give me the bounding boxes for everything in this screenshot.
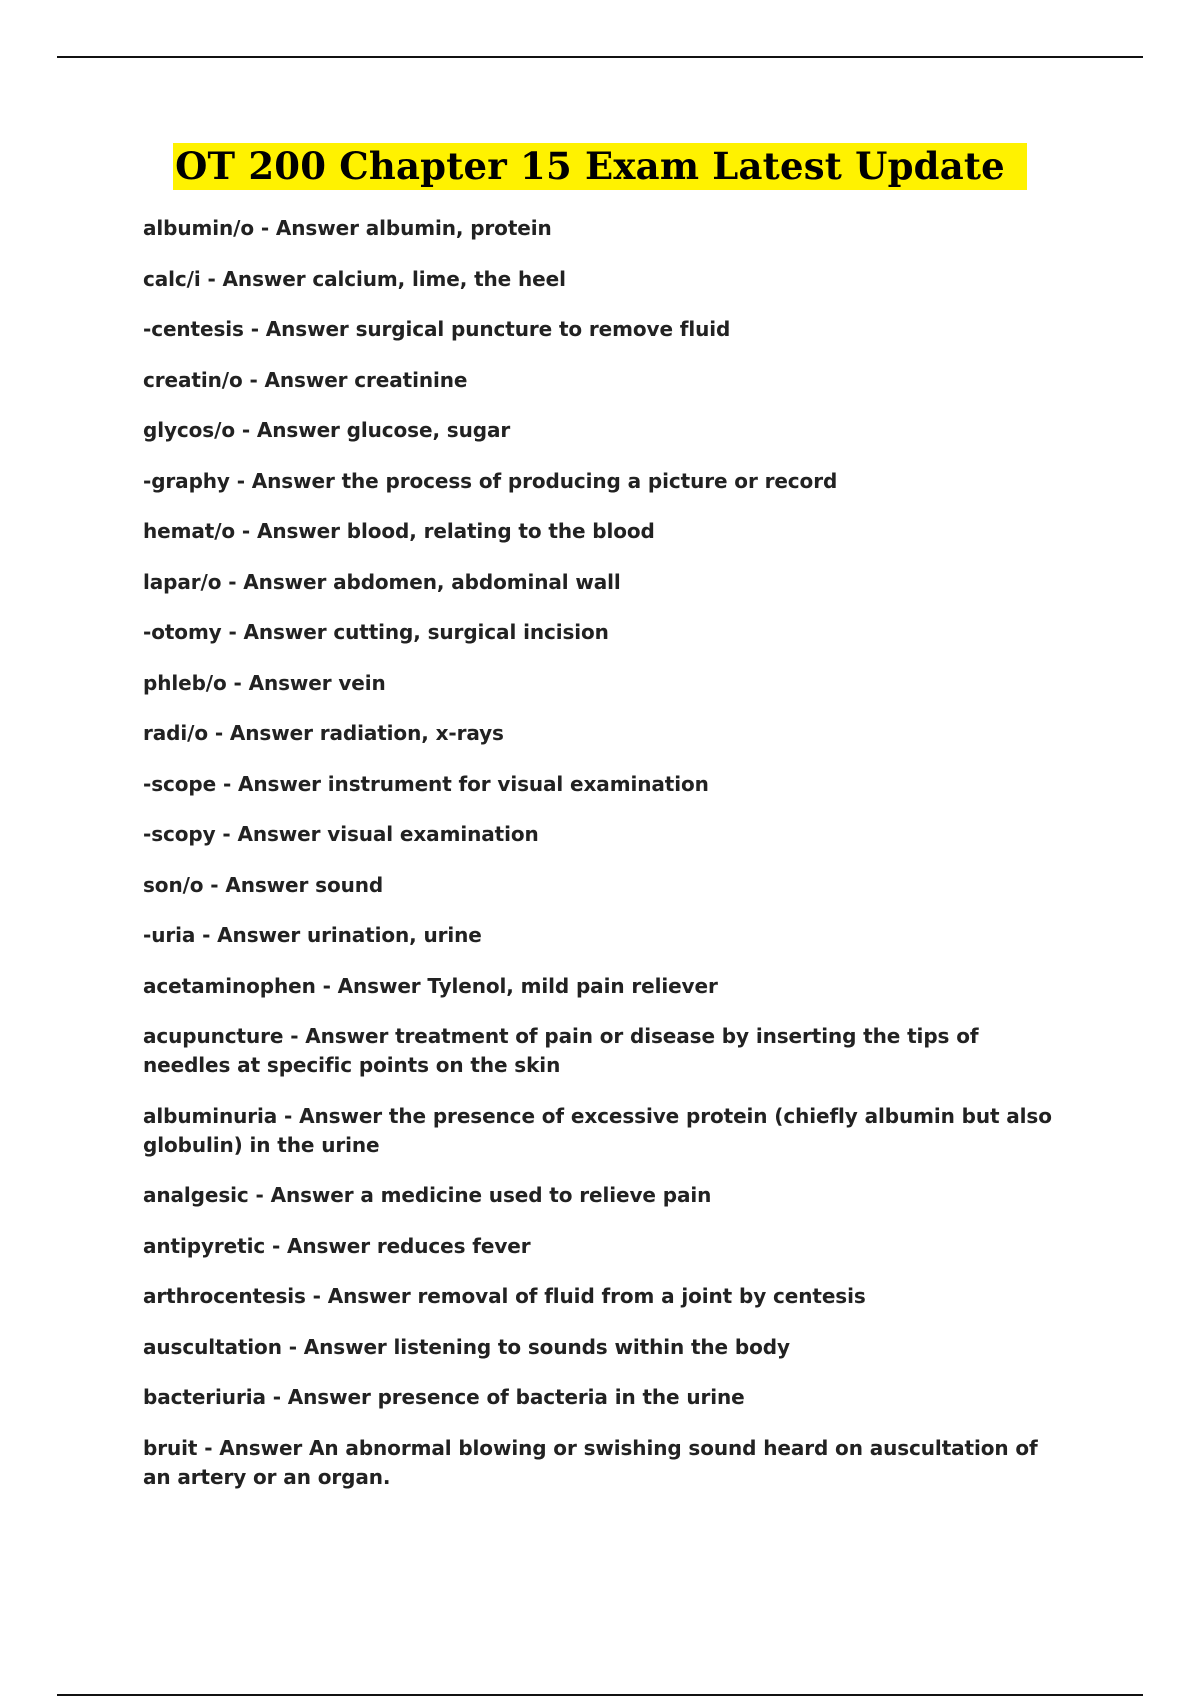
term-entry: -graphy - Answer the process of producing a picture or record [143, 468, 838, 493]
term-entry: glycos/o - Answer glucose, sugar [143, 418, 511, 442]
term-entry: phleb/o - Answer vein [143, 670, 386, 695]
term-entry: son/o - Answer sound [143, 872, 384, 897]
title-container [0, 143, 1200, 190]
term-entry: -uria - Answer urination, urine [143, 923, 482, 947]
term-entry: analgesic - Answer a medicine used to relieve pain [143, 1183, 712, 1207]
term-list [143, 214, 1063, 1513]
term-entry: bacteriuria - Answer presence of bacteria in the urine [143, 1385, 745, 1409]
term-entry: arthrocentesis - Answer removal of fluid from a joint by centesis [143, 1284, 866, 1308]
page-title: OT 200 Chapter 15 Exam Latest Update [173, 143, 1027, 190]
term-entry: acetaminophen - Answer Tylenol, mild pain reliever [143, 973, 718, 998]
term-entry: creatin/o - Answer creatinine [143, 367, 468, 392]
top-divider [57, 56, 1143, 58]
term-entry: albuminuria - Answer the presence of excessive protein (chiefly albumin but also globulin) in the urine [143, 1103, 1052, 1157]
term-entry: -scopy - Answer visual examination [143, 822, 539, 846]
term-entry: lapar/o - Answer abdomen, abdominal wall [143, 569, 621, 594]
term-entry: calc/i - Answer calcium, lime, the heel [143, 266, 566, 291]
term-entry: -centesis - Answer surgical puncture to remove fluid [143, 317, 731, 341]
term-entry: hemat/o - Answer blood, relating to the blood [143, 519, 655, 543]
term-entry: -otomy - Answer cutting, surgical incision [143, 620, 609, 644]
term-entry: auscultation - Answer listening to sounds within the body [143, 1334, 790, 1359]
bottom-divider [57, 1694, 1143, 1696]
term-entry: -scope - Answer instrument for visual examination [143, 771, 709, 796]
term-entry: bruit - Answer An abnormal blowing or swishing sound heard on auscultation of an artery or an organ. [143, 1435, 1038, 1489]
term-entry: radi/o - Answer radiation, x-rays [143, 721, 504, 745]
term-entry: antipyretic - Answer reduces fever [143, 1233, 531, 1258]
term-entry: albumin/o - Answer albumin, protein [143, 216, 552, 240]
term-entry: acupuncture - Answer treatment of pain or disease by inserting the tips of needles at specific points on the skin [143, 1024, 979, 1077]
